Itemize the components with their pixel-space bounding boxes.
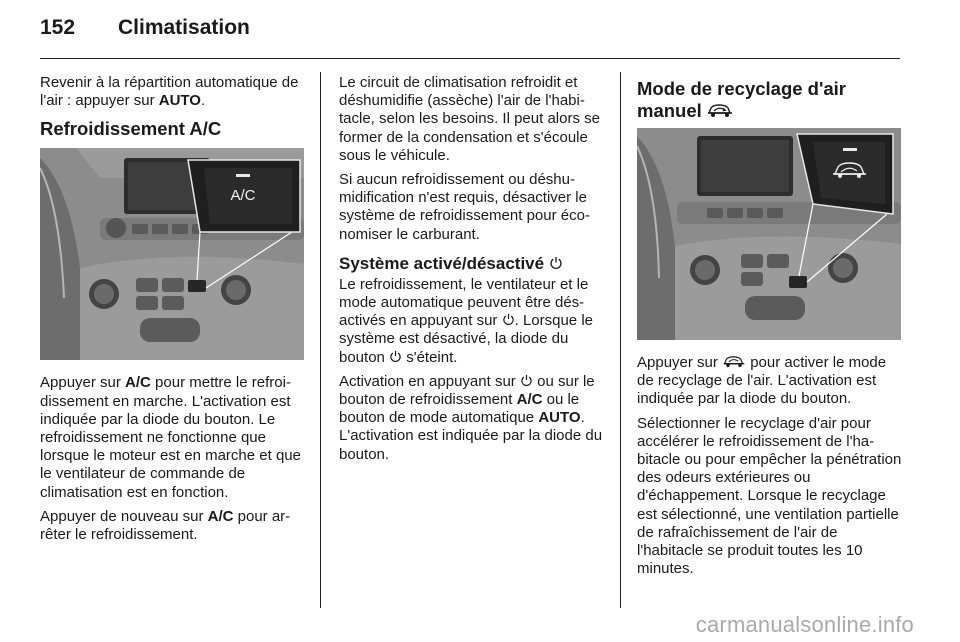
ac-button-figure [40,148,304,360]
ac-paragraph-1: Appuyer sur A/C pour mettre le refroidissement en marche. L'activation est indiquée par la diode du bouton. Le refroidissement ne fonctionne que lorsque le moteur est en marche et que le ventilateur de commande de climatisation est en fonction. [40,374,301,501]
recirculation-button-figure [637,128,901,340]
recirculation-icon [722,354,746,371]
col2-paragraph-4: Activation en appuyant sur ou sur le bouton de refroidissement A/C ou le bouton de mode automatique AUTO. L'activation est indiquée par la diode du bouton. [339,372,603,463]
column-1 [40,74,308,550]
header-rule [40,58,900,59]
page-number: 152 [40,16,76,39]
col2-paragraph-3: Le refroidissement, le ventilateur et le mode automatique peuvent être désactivés en appuyant sur . Lorsque le système est désactivé, la diode du bouton s'éteint. [339,275,593,366]
recirculation-icon [707,100,733,121]
col2-paragraph-2: Si aucun refroidissement ou déshumidification n'est requis, désactiver le système de refroidissement pour économiser le carburant. [339,171,590,243]
page-title: Climatisation [118,16,250,39]
power-icon [502,312,515,329]
column-2 [339,74,605,470]
ac-paragraph-2: Appuyer de nouveau sur A/C pour arrêter le refroidissement. [40,507,291,544]
column-divider-2 [620,72,621,608]
col3-paragraph-2: Sélectionner le recyclage d'air pour accélérer le refroidissement de l'habitacle ou pour empêcher la pénétration des odeurs extérieures ou d'échappement. Lorsque le recyclage est sélectionné, une ventilation partielle de rafraîchissement de l'air de l'habitacle se produit toutes les 10 minutes. [637,414,902,578]
section-heading-on-off: Système activé/désactivé [339,254,605,274]
section-heading-recirculation: Mode de recyclage d'air manuel [637,78,847,121]
column-divider-1 [320,72,321,608]
power-icon [549,254,563,273]
intro-paragraph: Revenir à la répartition automatique de l'air : appuyer sur AUTO. [40,74,299,110]
power-icon [389,349,402,366]
column-3 [637,74,903,584]
watermark: carmanualsonline.info [695,612,914,637]
power-icon [520,373,533,390]
recirculation-dashboard-illustration [637,128,901,340]
section-heading-ac: Refroidissement A/C [40,118,222,140]
ac-button-label: A/C [230,187,256,205]
ac-dashboard-illustration [40,148,304,360]
col3-paragraph-1: Appuyer sur pour activer le mode de recyclage de l'air. L'activation est indiquée par la diode du bouton. [637,354,887,408]
col2-paragraph-1: Le circuit de climatisation refroidit et déshumidifie (assèche) l'air de l'habitacle, selon les besoins. Il peut alors se former de la condensation et s'écoule sous le véhicule. [339,74,600,164]
